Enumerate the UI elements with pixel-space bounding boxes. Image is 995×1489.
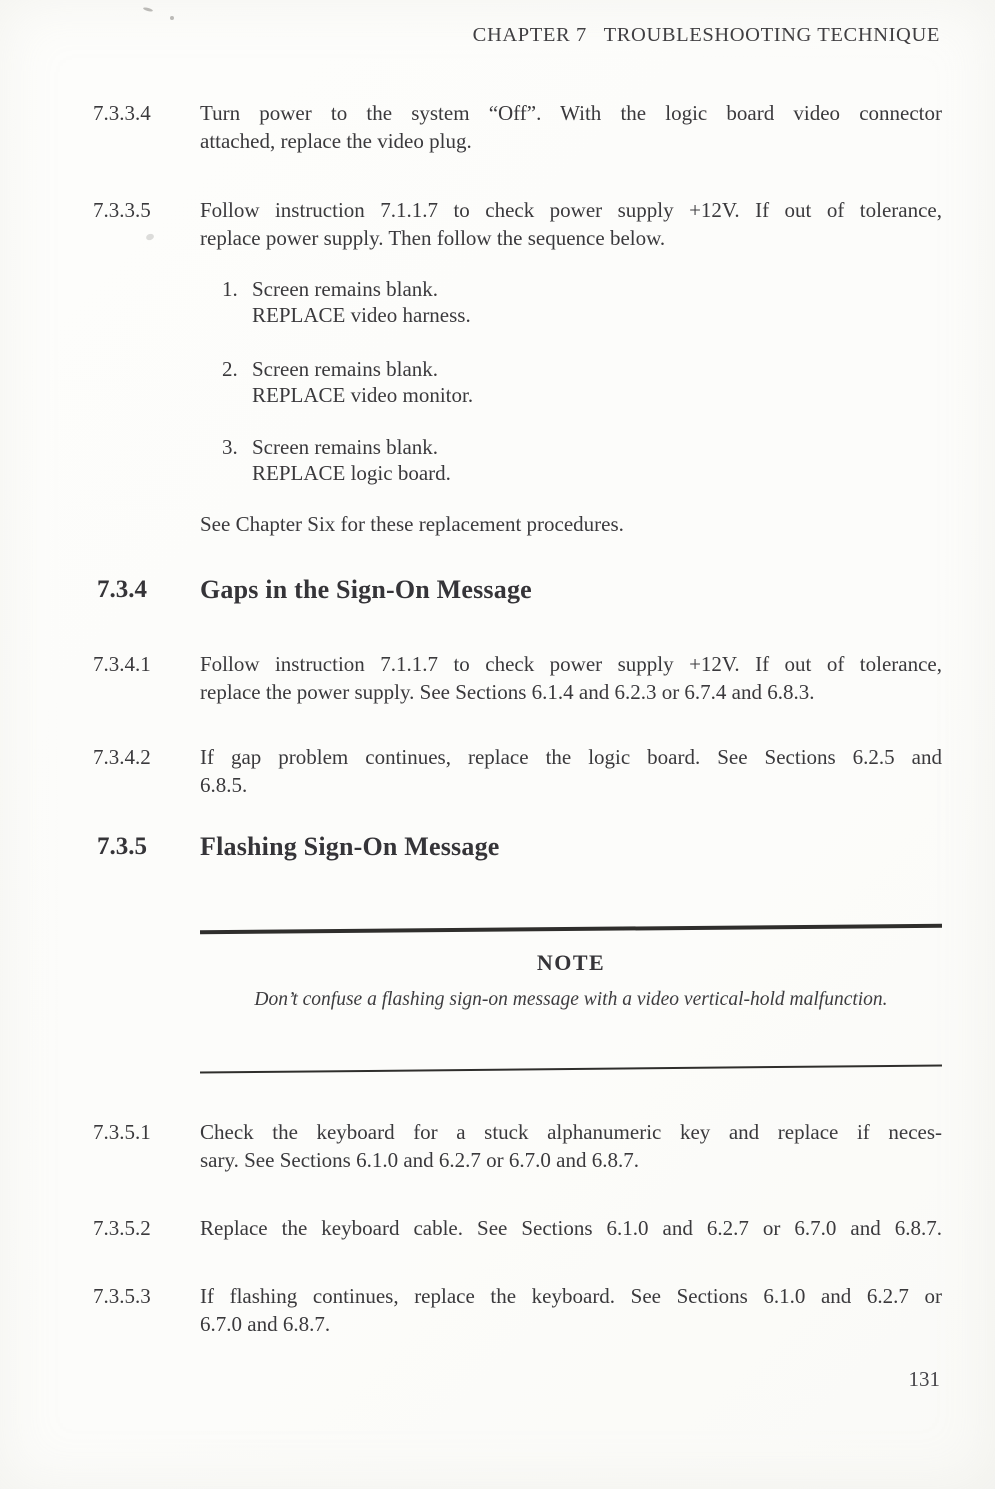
section-number: 7.3.4.1 [93,652,151,676]
paragraph-body [200,1282,942,1338]
text-line: If gap problem continues, replace the logic board. See Sections 6.2.5 and [200,745,942,769]
text-line: If flashing continues, replace the keyboard. See Sections 6.1.0 and 6.2.7 or [200,1284,942,1308]
text-line: REPLACE logic board. [252,461,451,485]
paragraph-body [200,1214,942,1242]
text-line: 6.7.0 and 6.8.7. [200,1312,331,1336]
list-body [252,356,812,408]
text-line: Screen remains blank. [252,277,439,301]
section-number: 7.3.3.4 [93,101,151,125]
heading-number: 7.3.5 [97,833,147,860]
text-line: 6.8.5. [200,773,248,797]
text-line: Replace the keyboard cable. See Sections 6.1.0 and 6.2.7 or 6.7.0 and 6.8.7. [200,1216,942,1240]
note-rule-top [200,924,942,934]
heading-number: 7.3.4 [97,576,147,603]
section-number: 7.3.5.1 [93,1120,151,1144]
paragraph-body [200,99,942,155]
paragraph-body [200,743,942,799]
heading-title: Flashing Sign-On Message [200,832,500,861]
section-number: 7.3.4.2 [93,745,151,769]
note-label: NOTE [536,950,606,975]
list-number: 2. [222,357,238,381]
heading-title: Gaps in the Sign-On Message [200,575,532,604]
scan-smudge [143,7,153,12]
scan-smudge [170,16,174,20]
text-line: replace power supply. Then follow the sequence below. [200,226,666,250]
see-chapter-note: See Chapter Six for these replacement procedures. [200,512,624,536]
list-number: 1. [222,277,238,301]
paragraph-body [200,650,942,706]
text-line: REPLACE video harness. [252,303,471,327]
text-line: Follow instruction 7.1.1.7 to check power supply +12V. If out of tolerance, [200,198,942,222]
paragraph-body [200,196,942,252]
text-line: Check the keyboard for a stuck alphanumeric key and replace if neces- [200,1120,942,1144]
list-body [252,434,812,486]
text-line: sary. See Sections 6.1.0 and 6.2.7 or 6.7.0 and 6.8.7. [200,1148,639,1172]
page-number: 131 [908,1367,940,1391]
text-line: Turn power to the system “Off”. With the logic board video connector [200,101,942,125]
section-number: 7.3.5.2 [93,1216,151,1240]
text-line: replace the power supply. See Sections 6.1.4 and 6.2.3 or 6.7.4 and 6.8.3. [200,680,815,704]
list-number: 3. [222,435,238,459]
scan-smudge [145,233,155,241]
paragraph-body [200,1118,942,1174]
running-header: CHAPTER 7 TROUBLESHOOTING TECHNIQUE [472,24,940,46]
text-line: Screen remains blank. [252,435,439,459]
note-text: Don’t confuse a flashing sign-on message with a video vertical-hold malfunction. [254,989,888,1010]
text-line: Follow instruction 7.1.1.7 to check power supply +12V. If out of tolerance, [200,652,942,676]
text-line: attached, replace the video plug. [200,129,472,153]
text-line: REPLACE video monitor. [252,383,474,407]
section-number: 7.3.3.5 [93,198,151,222]
text-line: Screen remains blank. [252,357,439,381]
note-rule-bottom [200,1064,942,1073]
section-number: 7.3.5.3 [93,1284,151,1308]
list-body [252,276,812,328]
